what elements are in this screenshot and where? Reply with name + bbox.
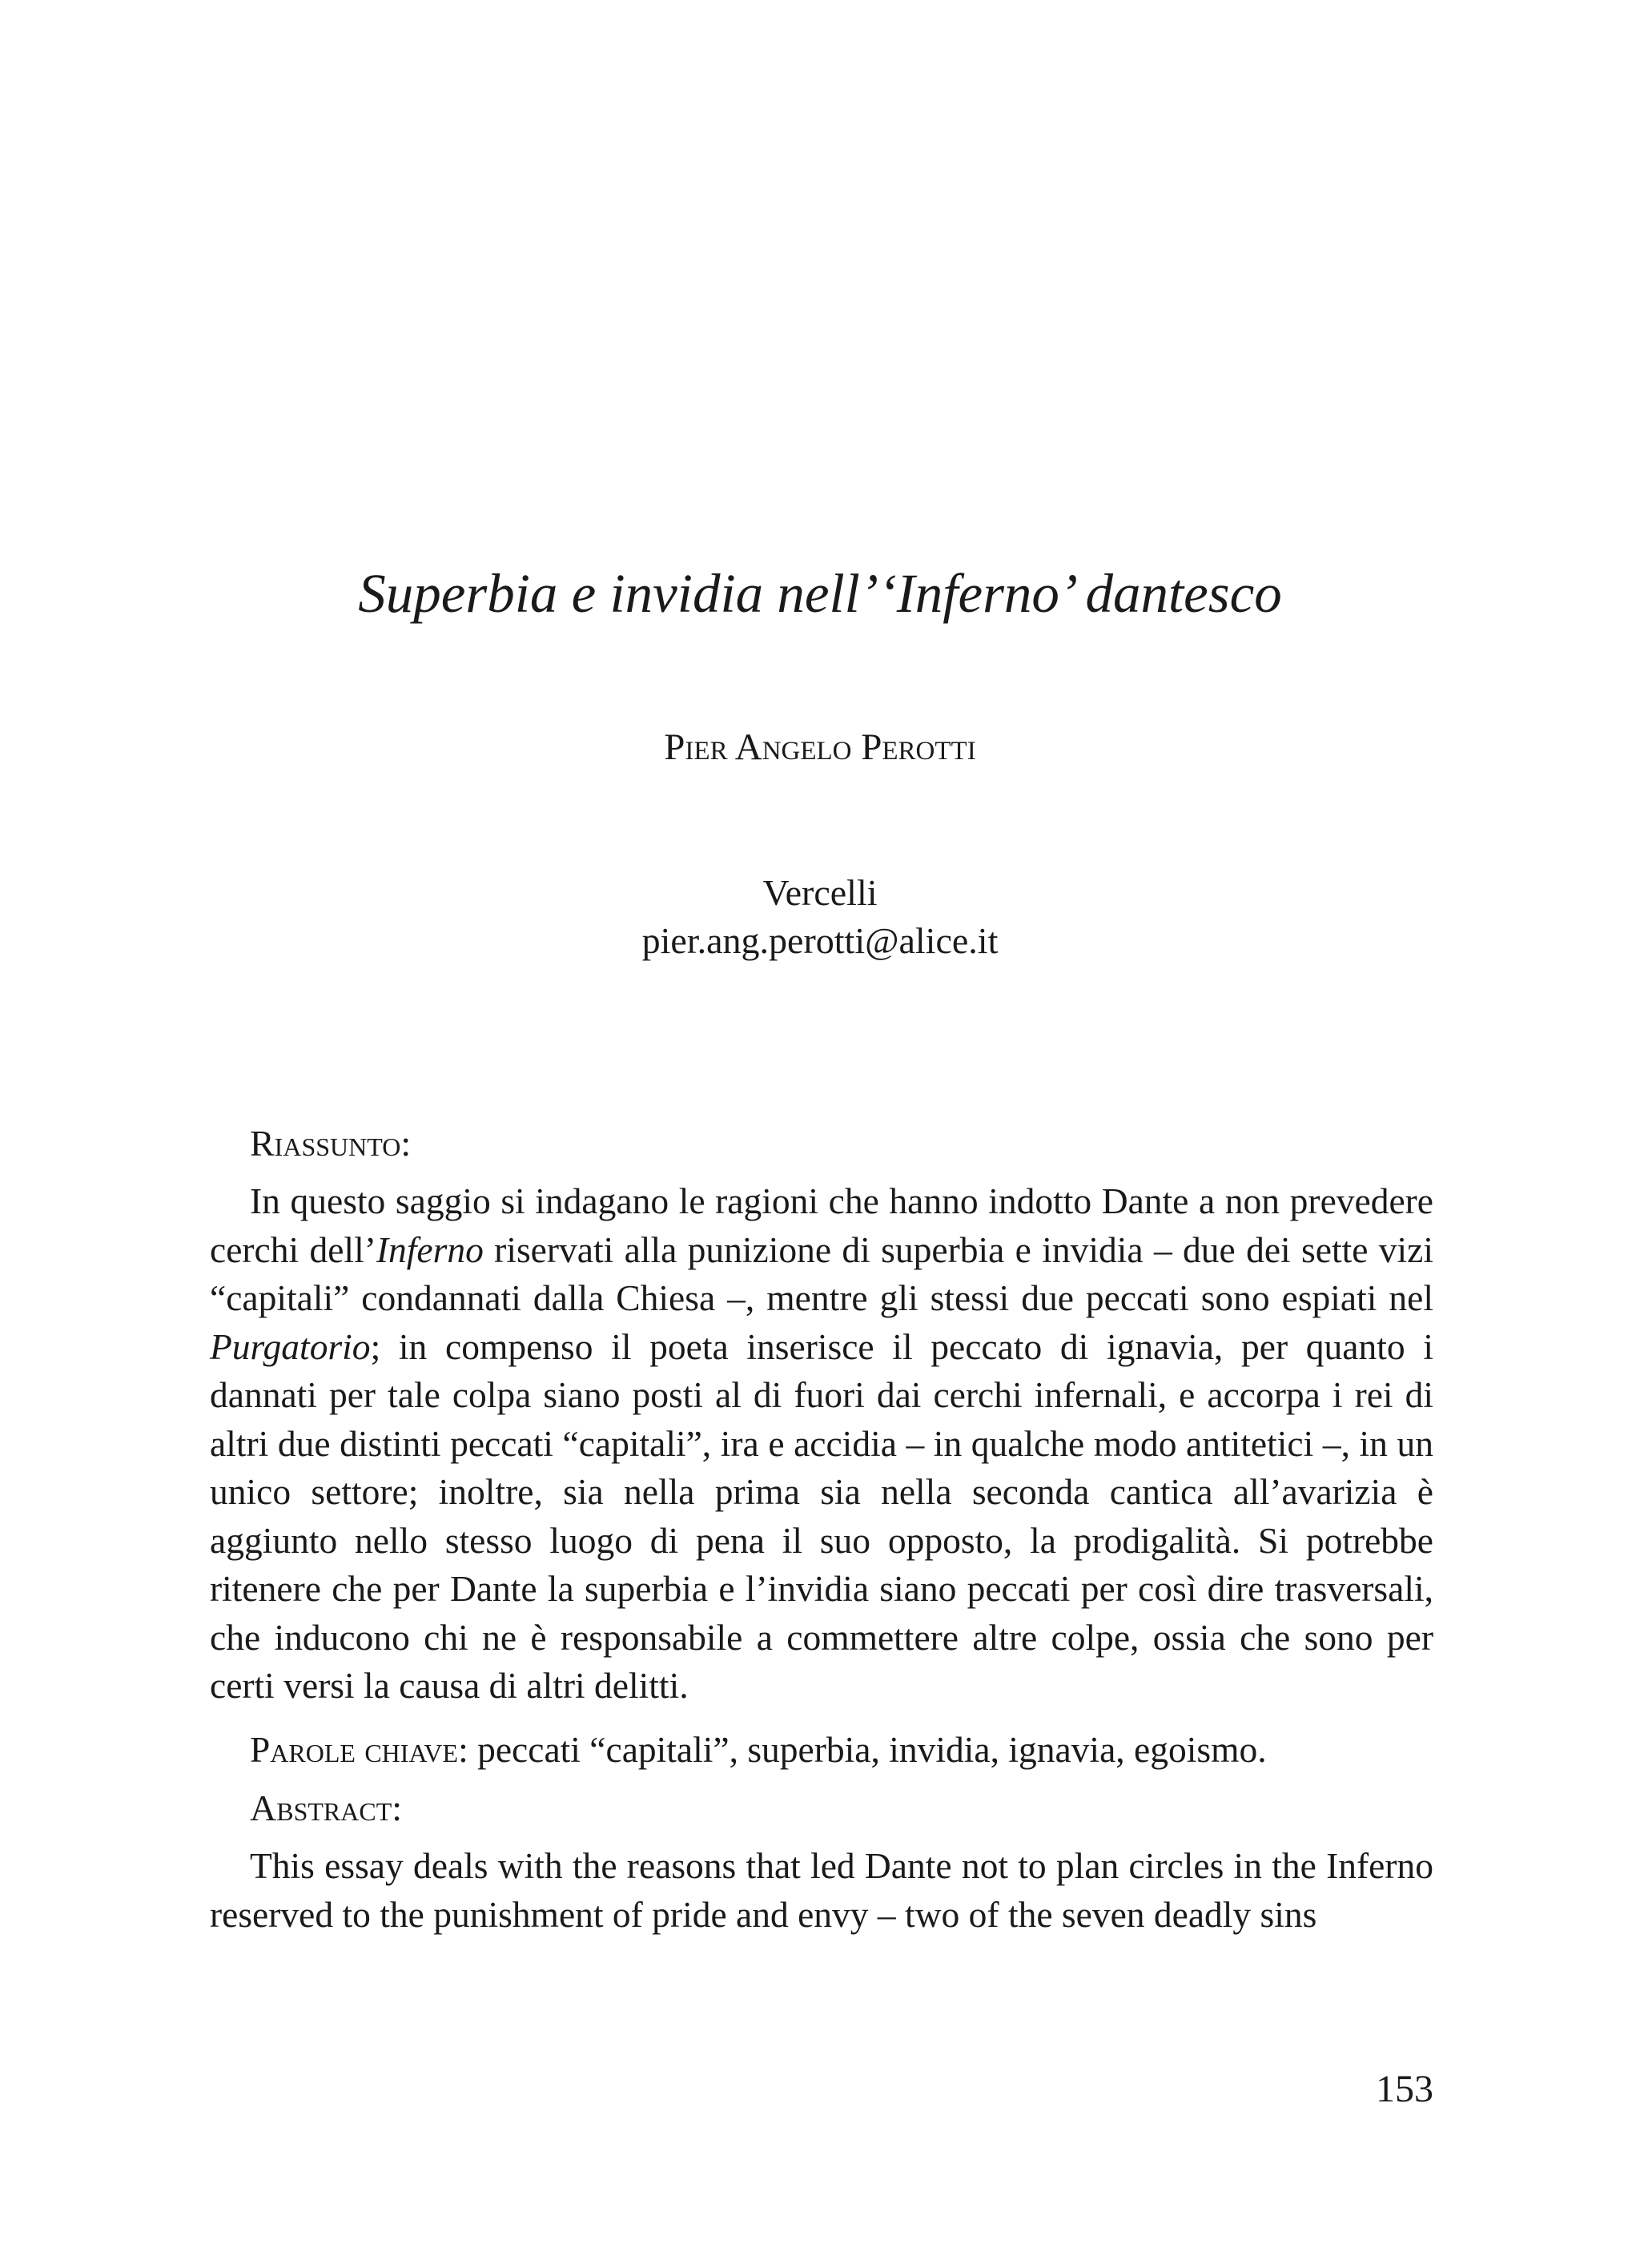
riassunto-text-2: riservati alla punizione di superbia e invidia – due dei sette vizi “capitali” condannati dalla Chiesa –, mentre gli stessi due peccati sono espiati nel [210, 1228, 1434, 1318]
author-email: pier.ang.perotti@alice.it [641, 919, 999, 961]
abstract-heading: Abstract: [250, 1787, 403, 1828]
keywords-text: peccati “capitali”, superbia, invidia, ignavia, egoismo. [468, 1729, 1267, 1770]
paper-title: Superbia e invidia nell’‘Inferno’ dantesco [358, 563, 1282, 624]
page-number: 153 [1376, 2068, 1433, 2110]
riassunto-paragraph [210, 1177, 1433, 1711]
author-affiliation [0, 869, 1640, 965]
riassunto-text-3: ; in compenso il poeta inserisce il peccato di ignavia, per quanto i dannati per tale colpa siano posti al di fuori dai cerchi infernali, e accorpa i rei di altri due distinti peccati “capitali”, ira e accidia – in qualche modo antitetici –, in un unico settore; inoltre, sia nella prima sia nella seconda cantica all’avarizia è aggiunto nello stesso luogo di pena il suo opposto, la prodigalità. Si potrebbe ritenere che per Dante la superbia e l’invidia siano peccati per così dire trasversali, che inducono chi ne è responsabile a commettere altre colpe, ossia che sono per certi versi la causa di altri delitti. [210, 1325, 1433, 1706]
riassunto-italic-purgatorio: Purgatorio [210, 1325, 371, 1367]
riassunto-text-1: In questo saggio si indagano le ragioni che hanno indotto Dante a non prevedere cerchi dell’ [210, 1180, 1433, 1270]
riassunto-heading: Riassunto: [250, 1123, 412, 1164]
abstract-paragraph: This essay deals with the reasons that led Dante not to plan circles in the Inferno reserved to the punishment of pride and envy – two of the seven deadly sins [210, 1845, 1433, 1935]
keywords-line [250, 1726, 1435, 1775]
keywords-label: Parole chiave: [250, 1729, 468, 1770]
author-name: Pier Angelo Perotti [664, 726, 976, 768]
riassunto-italic-inferno: Inferno [376, 1228, 484, 1270]
affiliation-city: Vercelli [762, 872, 878, 913]
